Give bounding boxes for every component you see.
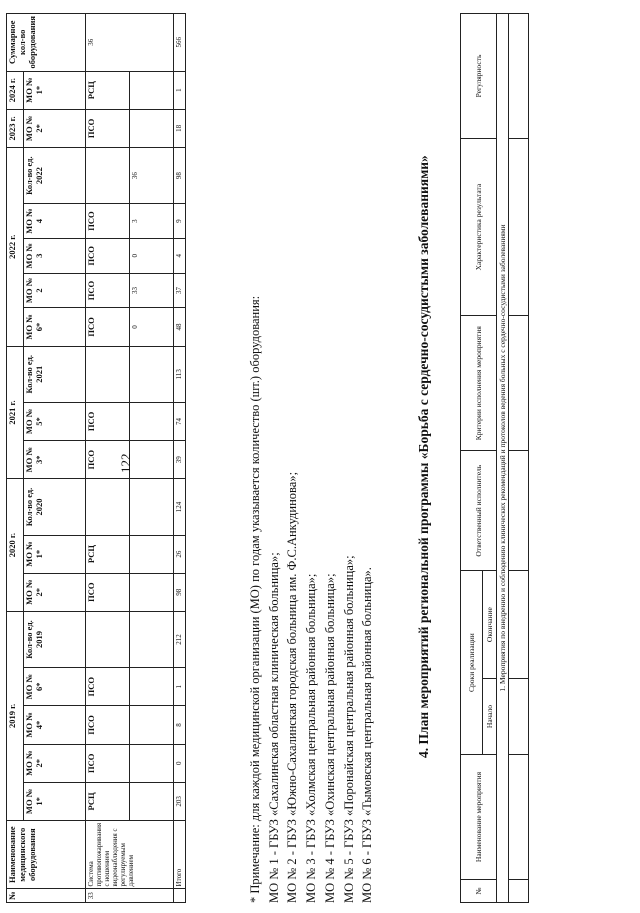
col-2023-mo2: МО № 2* xyxy=(24,109,86,147)
year-2024-header: 2024 г. xyxy=(7,71,24,109)
cell-empty xyxy=(174,889,186,903)
notes xyxy=(246,296,377,903)
col-header-name: Наименование мероприятия xyxy=(461,755,497,880)
cell-empty xyxy=(509,14,529,139)
cell-empty xyxy=(86,346,130,402)
section-row: 1. Мероприятия по внедрению и соблюдению клинических рекомендаций и протоколов ведения больных с сердечно-сосудистыми заболеваниями xyxy=(497,14,509,903)
cell-empty xyxy=(509,679,529,755)
total-label: Итого xyxy=(174,820,186,889)
total-value: 212 xyxy=(174,611,186,667)
col-header-sum: Суммарное кол-во оборудования xyxy=(7,14,86,72)
total-value: 18 xyxy=(174,109,186,147)
cell-empty xyxy=(130,706,174,744)
year-2020-header: 2020 г. xyxy=(7,479,24,612)
year-2019-header: 2019 г. xyxy=(7,611,24,820)
total-value: 98 xyxy=(174,148,186,204)
cell-rsc: РСЦ xyxy=(86,782,130,820)
page-number: 122 xyxy=(118,453,133,473)
cell-empty xyxy=(509,755,529,880)
col-2022-mo6: МО № 6* xyxy=(24,308,86,346)
cell-empty xyxy=(86,611,130,667)
total-value: 9 xyxy=(174,204,186,239)
cell-pso: ПСО xyxy=(86,308,130,346)
cell-value: 36 xyxy=(130,148,174,204)
col-header-criteria: Критерии исполнения мероприятия xyxy=(461,316,497,451)
cell-empty xyxy=(509,139,529,316)
col-2021-mo5: МО № 5* xyxy=(24,402,86,440)
cell-empty xyxy=(130,782,174,820)
year-2021-header: 2021 г. xyxy=(7,346,24,479)
col-2019-mo4: МО № 4* xyxy=(24,706,86,744)
cell-empty xyxy=(130,71,174,109)
note-line: МО № 6 - ГБУЗ «Тымовская центральная районная больница». xyxy=(360,567,375,903)
row-number: 33 xyxy=(86,889,174,903)
total-value: 203 xyxy=(174,782,186,820)
cell-pso: ПСО xyxy=(86,573,130,611)
total-value: 48 xyxy=(174,308,186,346)
cell-sum: 36 xyxy=(86,14,174,72)
cell-empty xyxy=(509,316,529,451)
cell-pso: ПСО xyxy=(86,204,130,239)
col-header-end: Окончание xyxy=(483,571,497,679)
cell-empty xyxy=(130,109,174,147)
col-2020-mo1: МО № 1* xyxy=(24,535,86,573)
cell-pso: ПСО xyxy=(86,668,130,706)
cell-empty xyxy=(509,571,529,679)
col-header-terms: Сроки реализации xyxy=(461,571,483,755)
cell-value: 3 xyxy=(130,204,174,239)
total-value: 98 xyxy=(174,573,186,611)
total-value: 113 xyxy=(174,346,186,402)
col-header-executor: Ответственный исполнитель xyxy=(461,451,497,571)
col-2022-mo3: МО № 3 xyxy=(24,238,86,273)
col-2019-mo2: МО № 2* xyxy=(24,744,86,782)
cell-pso: ПСО xyxy=(86,238,130,273)
col-header-result: Характеристика результата xyxy=(461,139,497,316)
total-value: 37 xyxy=(174,273,186,308)
col-2020-mo2: МО № 2* xyxy=(24,573,86,611)
col-2022-total: Кол-во ед. 2022 xyxy=(24,148,86,204)
cell-rsc: РСЦ xyxy=(86,535,130,573)
note-line: МО № 3 - ГБУЗ «Холмская центральная районная больница»; xyxy=(304,573,319,903)
col-2021-mo3: МО № 3* xyxy=(24,441,86,479)
col-2019-total: Кол-во ед. 2019 xyxy=(24,611,86,667)
cell-pso: ПСО xyxy=(86,109,130,147)
plan-table xyxy=(460,13,529,903)
col-2020-total: Кол-во ед. 2020 xyxy=(24,479,86,535)
total-value: 566 xyxy=(174,14,186,72)
cell-empty xyxy=(509,451,529,571)
col-header-regularity: Регулярность xyxy=(461,14,497,139)
total-value: 1 xyxy=(174,71,186,109)
total-value: 74 xyxy=(174,402,186,440)
col-header-name: Наименование медицинского оборудования xyxy=(7,820,86,889)
total-value: 4 xyxy=(174,238,186,273)
note-line: * Примечание: для каждой медицинской организации (МО) по годам указывается количество (шт.) оборудования: xyxy=(248,295,262,903)
cell-empty xyxy=(130,479,174,535)
col-2024-mo1: МО № 1* xyxy=(24,71,86,109)
col-2022-mo2: МО № 2 xyxy=(24,273,86,308)
total-value: 1 xyxy=(174,668,186,706)
cell-empty xyxy=(130,535,174,573)
year-2023-header: 2023 г. xyxy=(7,109,24,147)
cell-empty xyxy=(130,611,174,667)
cell-value: 0 xyxy=(130,238,174,273)
col-header-number: № xyxy=(461,880,497,903)
equipment-table xyxy=(6,13,186,903)
col-header-number: № xyxy=(7,889,86,903)
cell-empty xyxy=(130,346,174,402)
cell-empty xyxy=(130,441,174,479)
cell-pso: ПСО xyxy=(86,744,130,782)
cell-empty xyxy=(509,880,529,903)
cell-empty xyxy=(130,744,174,782)
cell-pso: ПСО xyxy=(86,402,130,440)
col-2019-mo6: МО № 6* xyxy=(24,668,86,706)
total-value: 8 xyxy=(174,706,186,744)
note-line: МО № 5 - ГБУЗ «Поронайская центральная районная больница»; xyxy=(341,555,356,903)
section-heading: 4. План мероприятий региональной программы «Борьба с сердечно-сосудистыми заболеваниями» xyxy=(416,155,431,758)
total-value: 26 xyxy=(174,535,186,573)
total-value: 39 xyxy=(174,441,186,479)
cell-pso: ПСО xyxy=(86,706,130,744)
col-2021-total: Кол-во ед. 2021 xyxy=(24,346,86,402)
year-2022-header: 2022 г. xyxy=(7,148,24,347)
total-value: 0 xyxy=(174,744,186,782)
cell-empty xyxy=(130,668,174,706)
cell-value: 33 xyxy=(130,273,174,308)
cell-empty xyxy=(130,402,174,440)
cell-empty xyxy=(86,148,130,204)
note-line: МО № 4 - ГБУЗ «Охинская центральная районная больница»; xyxy=(322,573,337,903)
col-2022-mo4: МО № 4 xyxy=(24,204,86,239)
cell-pso: ПСО xyxy=(86,273,130,308)
cell-empty xyxy=(86,479,130,535)
row-name: Система противопожаривания с ношением видеонаблюдения с регулируемым давлением xyxy=(86,820,174,889)
total-value: 124 xyxy=(174,479,186,535)
col-header-start: Начало xyxy=(483,679,497,755)
note-line: МО № 1 - ГБУЗ «Сахалинская областная клиническая больница»; xyxy=(266,552,281,903)
cell-pso: ПСО xyxy=(86,441,130,479)
col-2019-mo1: МО № 1* xyxy=(24,782,86,820)
cell-value: 0 xyxy=(130,308,174,346)
cell-rsc: РСЦ xyxy=(86,71,130,109)
note-line: МО № 2 - ГБУЗ «Южно-Сахалинская городская больница им. Ф.С.Анкудинова»; xyxy=(285,471,300,903)
cell-empty xyxy=(130,573,174,611)
